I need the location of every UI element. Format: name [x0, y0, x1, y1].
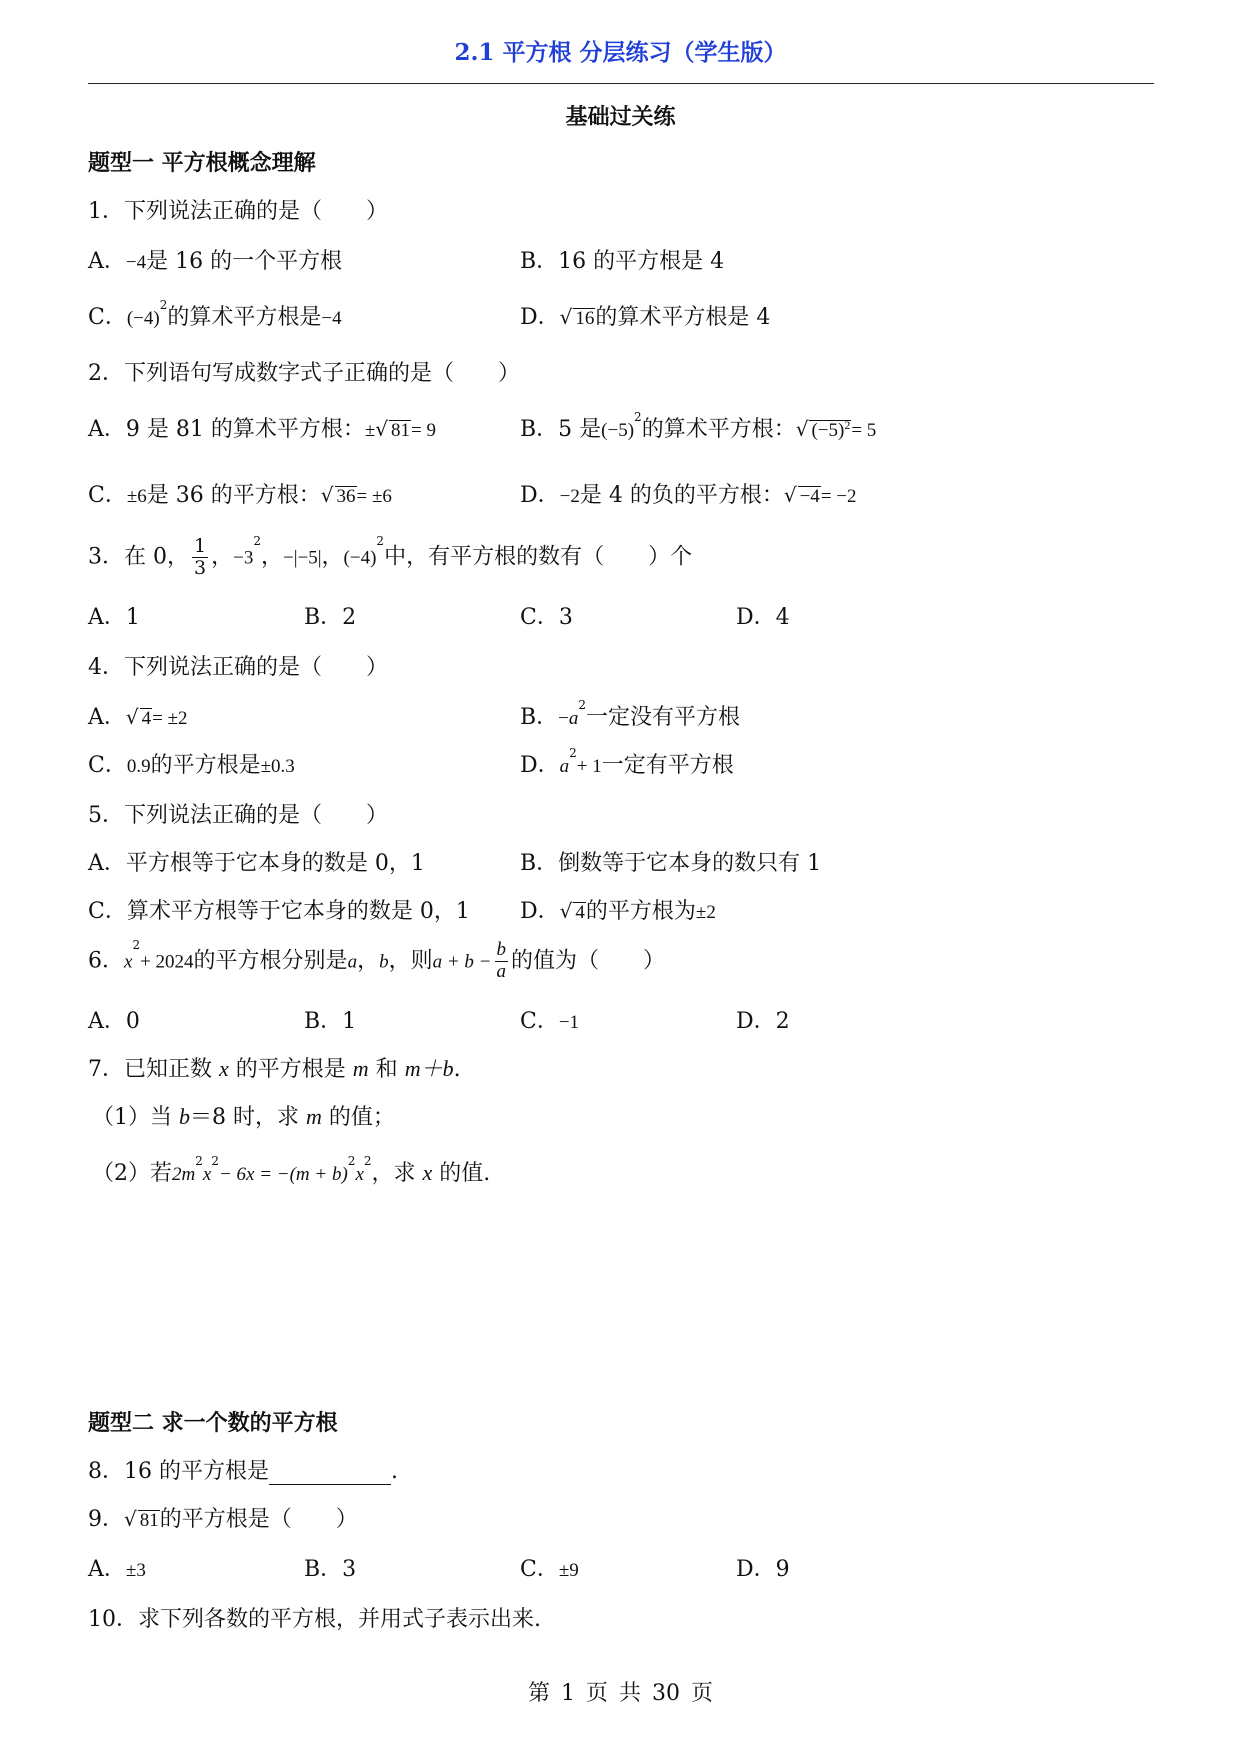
q6-text2: ，则 — [388, 948, 433, 974]
q4-b-label: B． — [520, 705, 559, 730]
q7-part2 — [92, 1156, 490, 1187]
q4-option-c — [88, 748, 295, 779]
q6-text1: 的平方根分别是 — [193, 948, 348, 974]
q8-end: . — [391, 1459, 398, 1484]
q5-option-a: A．平方根等于它本身的数是 0，1 — [88, 851, 425, 876]
q3-frac-num: 1 — [194, 535, 207, 557]
q1-option-b: B．16 的平方根是 4 — [520, 249, 725, 274]
q3-sep1: ， — [211, 544, 234, 570]
q1-a-label: A． — [88, 249, 126, 274]
header-divider — [88, 83, 1154, 84]
q4-b-text: 一定没有平方根 — [586, 705, 741, 730]
q4-b-var: a — [568, 708, 579, 729]
q8-answer-blank[interactable] — [269, 1464, 391, 1485]
q1-c-text: 的算术平方根是 — [167, 305, 322, 330]
q2-b-radicand — [809, 420, 851, 441]
q4-option-d — [520, 748, 734, 779]
q6-option-b: B．1 — [304, 1009, 357, 1034]
q2-option-a — [88, 412, 436, 443]
radical-sign: √ — [124, 1507, 137, 1531]
q6-c-val: −1 — [558, 1012, 580, 1033]
q3-sep3: ， — [321, 544, 344, 570]
radical-sign: √ — [375, 417, 389, 441]
q7-p2-expr2: x — [202, 1164, 212, 1185]
q4-a-label: A． — [88, 705, 126, 730]
q3-stem-part2: 中，有平方根的数有（ ）个 — [384, 544, 693, 570]
q4-d-text: 一定有平方根 — [601, 753, 734, 778]
q5-d-text: 的平方根为 — [585, 899, 696, 924]
radical-sign: √ — [783, 483, 797, 507]
q9-num: 9． — [88, 1507, 124, 1532]
q4-option-b — [520, 700, 740, 731]
q4-b-exp: 2 — [578, 698, 587, 712]
radical-sign: √ — [559, 899, 573, 923]
q6-expr: + 2024 — [140, 951, 194, 973]
q10-stem: 10．求下列各数的平方根，并用式子表示出来. — [88, 1607, 541, 1632]
q7-m: m — [352, 1056, 369, 1081]
q1-d-text: 的算术平方根是 4 — [595, 305, 771, 330]
q3-option-b: B．2 — [304, 605, 357, 630]
q4-option-a — [88, 700, 188, 731]
document-title: 2.1 平方根 分层练习（学生版） — [454, 39, 787, 66]
q4-d-plus: + 1 — [576, 756, 602, 777]
q7-p2-c: 的值. — [439, 1161, 491, 1186]
q6-frac-den: a — [496, 960, 506, 982]
q1-a-text: 是 16 的一个平方根 — [146, 249, 343, 274]
q6-fraction — [495, 940, 509, 983]
q2-d-label: D． — [520, 483, 560, 508]
q5-option-d — [520, 894, 716, 925]
q3-sep2: ， — [260, 544, 283, 570]
q3-stem — [88, 536, 692, 579]
q3-option-c: C．3 — [520, 605, 573, 630]
q2-option-d — [520, 478, 857, 509]
q7-stem1: 7．已知正数 — [88, 1057, 212, 1082]
q1-c-base: (−4) — [126, 308, 160, 329]
q4-c-label: C． — [88, 753, 127, 778]
q7-p1-c: ＝8 时，求 — [190, 1105, 299, 1130]
q1-option-a — [88, 244, 342, 275]
q2-b-base: (−5) — [601, 420, 635, 441]
q3-stem-part1: 3．在 0， — [88, 544, 189, 570]
q2-c-text: 是 36 的平方根： — [146, 483, 321, 508]
q4-d-var: a — [559, 756, 570, 777]
q3-m2: −|−5| — [282, 547, 322, 569]
section-title: 基础过关练 — [565, 104, 676, 130]
q3-option-d: D．4 — [736, 605, 790, 630]
q9-option-a — [88, 1552, 146, 1583]
q7-x: x — [219, 1056, 229, 1081]
q1-d-label: D． — [520, 305, 560, 330]
q2-b-text2: 的算术平方根： — [641, 417, 796, 442]
q1-c-exp: 2 — [159, 298, 168, 312]
q2-b-rad-base: (−5) — [811, 420, 845, 441]
q4-c-num: 0.9 — [126, 756, 151, 777]
q2-d-neg2: −2 — [559, 486, 580, 507]
q6-num: 6． — [88, 948, 124, 974]
q7-stem — [88, 1052, 461, 1083]
q5-option-c: C．算术平方根等于它本身的数是 0，1 — [88, 899, 470, 924]
q7-p2-expr3: − 6x = −(m + b) — [218, 1164, 348, 1185]
q7-p2-expr1: 2m — [172, 1164, 196, 1185]
radical-sign: √ — [320, 483, 334, 507]
q3-m1-exp: 2 — [253, 534, 261, 548]
radical-sign: √ — [795, 417, 809, 441]
q4-d-exp: 2 — [569, 746, 577, 760]
q6-frac-num: b — [496, 939, 506, 960]
q1-stem: 1．下列说法正确的是（ ） — [88, 199, 388, 224]
q3-option-a: A．1 — [88, 605, 140, 630]
q2-b-exp: 2 — [634, 410, 642, 424]
q1-c-val: −4 — [321, 308, 342, 329]
q7-p2-e1: 2 — [195, 1154, 203, 1168]
q9-option-c — [520, 1552, 579, 1583]
q8-stem-text: 8．16 的平方根是 — [88, 1459, 269, 1484]
q7-p2-e2: 2 — [211, 1154, 219, 1168]
q9-stem — [88, 1502, 358, 1533]
q6-x: x — [124, 951, 133, 973]
q1-a-math: −4 — [125, 252, 147, 273]
q7-p2-a: （2）若 — [92, 1161, 172, 1186]
q9-c-val: ±9 — [558, 1560, 579, 1581]
q7-mb: m＋b — [404, 1056, 454, 1081]
q6-stem — [88, 940, 665, 983]
type1-heading: 题型一 平方根概念理解 — [88, 150, 316, 176]
q7-p2-b: ，求 — [371, 1161, 416, 1186]
q7-stem3: 和 — [375, 1057, 398, 1082]
q6-option-c — [520, 1004, 579, 1035]
q7-part1 — [92, 1100, 395, 1131]
q5-d-val: ±2 — [695, 902, 716, 923]
q2-d-radicand: −4 — [799, 486, 820, 507]
q2-d-text: 是 4 的负的平方根： — [579, 483, 784, 508]
q2-b-text1: B．5 是 — [520, 417, 602, 442]
q3-fraction — [192, 536, 208, 579]
q7-p2-e3: 2 — [347, 1154, 356, 1168]
q6-exp: 2 — [132, 938, 141, 952]
q2-a-radicand: 81 — [391, 420, 411, 441]
radical-sign: √ — [125, 705, 139, 729]
q7-stem2: 的平方根是 — [235, 1057, 346, 1082]
q7-p1-m: m — [306, 1104, 322, 1129]
q6-a: a — [347, 951, 358, 973]
q5-d-label: D． — [520, 899, 560, 924]
q2-b-eq: = 5 — [851, 420, 877, 441]
q1-d-radicand: 16 — [575, 308, 595, 329]
q8-stem — [88, 1454, 398, 1485]
q1-option-d — [520, 300, 770, 331]
q6-comma: ， — [357, 948, 380, 974]
q6-option-d: D．2 — [736, 1009, 790, 1034]
q9-c-label: C． — [520, 1557, 559, 1582]
q2-stem: 2．下列语句写成数字式子正确的是（ ） — [88, 361, 520, 386]
q7-p1-a: （1）当 — [92, 1105, 172, 1130]
type2-heading: 题型二 求一个数的平方根 — [88, 1410, 338, 1436]
q9-option-d: D．9 — [736, 1557, 790, 1582]
q2-option-b — [520, 412, 876, 443]
q2-d-eq: = −2 — [820, 486, 857, 507]
q5-stem: 5．下列说法正确的是（ ） — [88, 803, 388, 828]
q4-d-label: D． — [520, 753, 560, 778]
q5-d-radicand: 4 — [575, 902, 585, 923]
q3-frac-den: 3 — [194, 556, 207, 579]
q9-option-b: B．3 — [304, 1557, 357, 1582]
q6-text3: 的值为（ ） — [511, 948, 666, 974]
q6-c-label: C． — [520, 1009, 559, 1034]
q2-a-eq: = 9 — [411, 420, 437, 441]
q2-c-pm6: ±6 — [126, 486, 147, 507]
q4-b-neg: − — [558, 708, 569, 729]
q6-option-a: A．0 — [88, 1009, 140, 1034]
q3-m1: −3 — [233, 547, 254, 569]
q2-c-eq: = ±6 — [356, 486, 392, 507]
q2-c-label: C． — [88, 483, 127, 508]
q9-text: 的平方根是（ ） — [159, 1507, 358, 1532]
q3-m3-exp: 2 — [376, 534, 385, 548]
q7-p1-d: 的值； — [328, 1105, 395, 1130]
q7-p2-x: x — [422, 1160, 433, 1185]
q4-a-eq: = ±2 — [152, 708, 188, 729]
q3-m3: (−4) — [343, 547, 377, 569]
q1-option-c — [88, 300, 342, 331]
q2-a-text: A．9 是 81 的算术平方根： — [88, 417, 365, 442]
q2-c-radicand: 36 — [336, 486, 356, 507]
q2-b-rad-exp: 2 — [844, 418, 851, 432]
q9-radicand: 81 — [139, 1510, 159, 1531]
q6-b: b — [379, 951, 389, 973]
q7-p2-expr4: x — [355, 1164, 364, 1185]
q4-c-text: 的平方根是 — [150, 753, 261, 778]
q7-stem4: . — [453, 1057, 461, 1082]
q9-a-label: A． — [88, 1557, 126, 1582]
q4-stem: 4．下列说法正确的是（ ） — [88, 655, 388, 680]
q2-a-pm: ± — [364, 420, 376, 441]
q9-a-val: ±3 — [125, 1560, 146, 1581]
q7-p2-e4: 2 — [363, 1154, 372, 1168]
radical-sign: √ — [559, 305, 573, 329]
q4-a-radicand: 4 — [141, 708, 152, 729]
q7-p1-b: b — [179, 1104, 190, 1129]
q4-c-val: ±0.3 — [260, 756, 295, 777]
q5-option-b: B．倒数等于它本身的数只有 1 — [520, 851, 822, 876]
q6-expr2: a + b − — [432, 951, 492, 973]
page-footer: 第 1 页 共 30 页 — [528, 1681, 713, 1706]
q2-option-c — [88, 478, 392, 509]
q1-c-label: C． — [88, 305, 127, 330]
